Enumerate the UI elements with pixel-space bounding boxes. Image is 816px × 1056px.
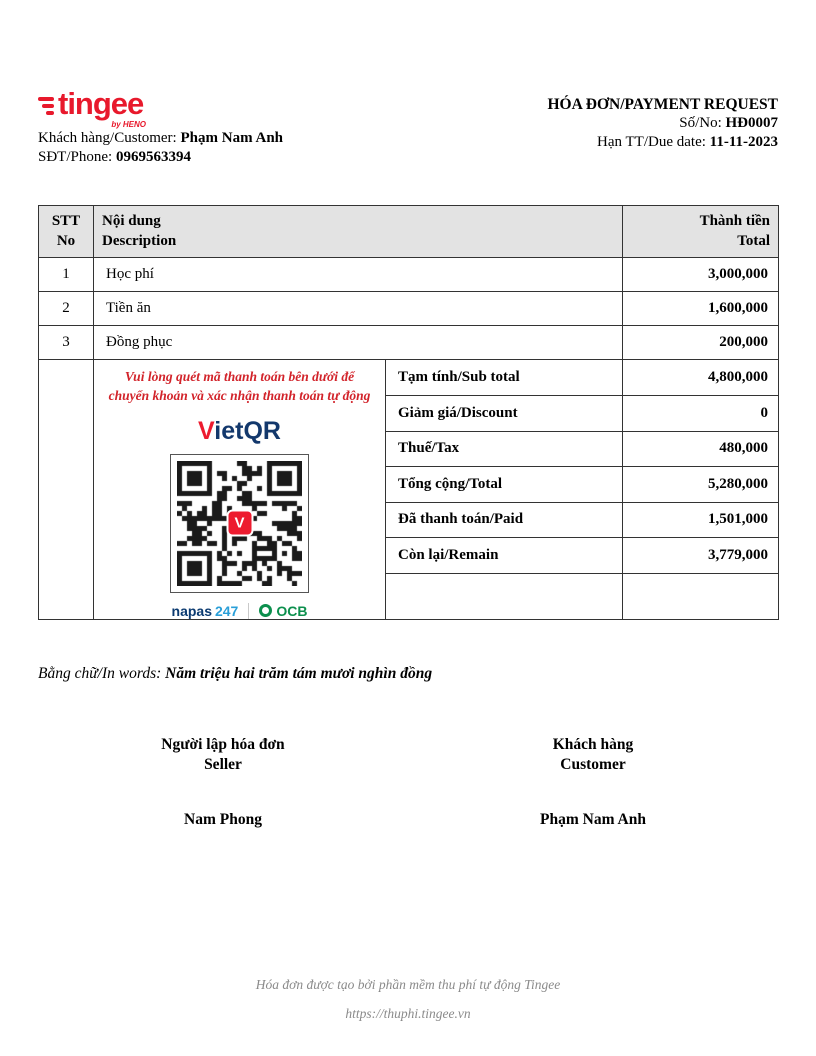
item-desc-cell: Học phí: [94, 258, 623, 292]
item-amount-cell: 200,000: [623, 326, 779, 360]
customer-title-line1: Khách hàng: [552, 735, 634, 753]
customer-title-line2: Customer: [560, 755, 626, 773]
napas-logo: [172, 603, 239, 619]
customer-title: [408, 735, 778, 775]
summary-value-cell: 480,000: [623, 431, 779, 467]
header-total-line1: Thành tiền: [699, 213, 771, 230]
table-header-row: [39, 206, 779, 258]
qr-payment-cell: [94, 360, 386, 619]
header-desc-line2: Description: [102, 232, 177, 249]
seller-title-line1: Người lập hóa đơn: [161, 735, 285, 753]
header-left: [38, 88, 283, 167]
qr-code: [170, 454, 309, 593]
document-title: HÓA ĐƠN/PAYMENT REQUEST: [547, 96, 778, 113]
payment-networks: [94, 603, 385, 619]
item-amount-cell: 1,600,000: [623, 292, 779, 326]
phone-line: [38, 148, 283, 167]
vietqr-center-icon: V: [226, 510, 253, 537]
customer-line: [38, 129, 283, 148]
phone-value: 0969563394: [115, 149, 191, 166]
invoice-no-label: Số/No:: [679, 115, 722, 131]
summary-row: [39, 360, 779, 396]
header-no-cell: [39, 206, 94, 258]
summary-label-cell: Còn lại/Remain: [386, 538, 623, 574]
item-no-cell: 2: [39, 292, 94, 326]
logo-speed-lines-icon: [38, 97, 54, 115]
seller-name: Nam Phong: [184, 811, 262, 829]
logo-text: tingee: [58, 86, 144, 121]
ocb-text: OCB: [276, 602, 308, 619]
header-desc-line1: Nội dung: [102, 213, 161, 230]
table-row: [39, 292, 779, 326]
footer-note: Hóa đơn được tạo bởi phần mềm thu phí tự động Tingee: [255, 977, 561, 993]
qr-instruction: [94, 368, 385, 404]
invoice-no-line: [547, 114, 778, 133]
item-amount-cell: 3,000,000: [623, 258, 779, 292]
header-no-line1: STT: [51, 213, 81, 230]
amount-in-words: [38, 665, 778, 683]
in-words-value: Năm triệu hai trăm tám mươi nghìn đồng: [165, 664, 433, 682]
logo-subtext: by HENO: [111, 120, 146, 129]
logo-divider: [248, 603, 249, 619]
customer-name: Phạm Nam Anh: [180, 130, 284, 146]
filler-value-cell: [623, 573, 779, 619]
vietqr-logo-v: V: [198, 416, 215, 445]
filler-label-cell: [386, 573, 623, 619]
qr-instruction-line2: chuyển khoản và xác nhận thanh toán tự động: [108, 387, 371, 403]
customer-signature-block: [408, 735, 778, 829]
qr-instruction-line1: Vui lòng quét mã thanh toán bên dưới để: [124, 369, 355, 385]
footer-url: https://thuphi.tingee.vn: [345, 1006, 471, 1022]
vietqr-logo-rest: ietQR: [214, 416, 281, 445]
summary-label-cell: Thuế/Tax: [386, 431, 623, 467]
seller-title: [38, 735, 408, 775]
footer: [38, 977, 778, 1022]
item-desc-cell: Tiền ăn: [94, 292, 623, 326]
customer-signature-name: Phạm Nam Anh: [540, 811, 646, 829]
item-no-cell: 3: [39, 326, 94, 360]
summary-value-cell: 3,779,000: [623, 538, 779, 574]
header-total-cell: [623, 206, 779, 258]
table-row: [39, 258, 779, 292]
summary-label-cell: Đã thanh toán/Paid: [386, 502, 623, 538]
table-row: [39, 326, 779, 360]
header-total-line2: Total: [737, 232, 771, 249]
due-date-label: Hạn TT/Due date:: [597, 134, 706, 151]
item-desc-cell: Đồng phục: [94, 326, 623, 360]
item-no-cell: 1: [39, 258, 94, 292]
napas-text: napas: [171, 602, 212, 619]
in-words-label: Bằng chữ/In words:: [38, 664, 162, 682]
summary-value-cell: 4,800,000: [623, 360, 779, 396]
ocb-icon: [259, 604, 272, 617]
summary-label-cell: Tổng cộng/Total: [386, 467, 623, 503]
header-desc-cell: [94, 206, 623, 258]
seller-signature-block: [38, 735, 408, 829]
due-date-value: 11-11-2023: [709, 134, 778, 151]
ocb-logo: [259, 603, 307, 619]
invoice-table: [38, 205, 779, 619]
customer-label: Khách hàng/Customer:: [38, 130, 177, 146]
header: [38, 88, 778, 167]
invoice-no-value: HĐ0007: [725, 115, 778, 131]
vietqr-logo: [94, 416, 385, 445]
due-date-line: [547, 133, 778, 152]
summary-label-cell: Tạm tính/Sub total: [386, 360, 623, 396]
seller-title-line2: Seller: [204, 755, 242, 773]
phone-label: SĐT/Phone:: [38, 149, 113, 166]
summary-value-cell: 0: [623, 395, 779, 431]
napas-247-text: 247: [214, 602, 239, 619]
header-no-line2: No: [56, 232, 76, 249]
header-right: [547, 88, 778, 152]
tingee-logo: [38, 88, 283, 119]
empty-no-cell: [39, 360, 94, 619]
signature-section: [38, 735, 778, 829]
summary-value-cell: 5,280,000: [623, 467, 779, 503]
summary-value-cell: 1,501,000: [623, 502, 779, 538]
summary-label-cell: Giảm giá/Discount: [386, 395, 623, 431]
